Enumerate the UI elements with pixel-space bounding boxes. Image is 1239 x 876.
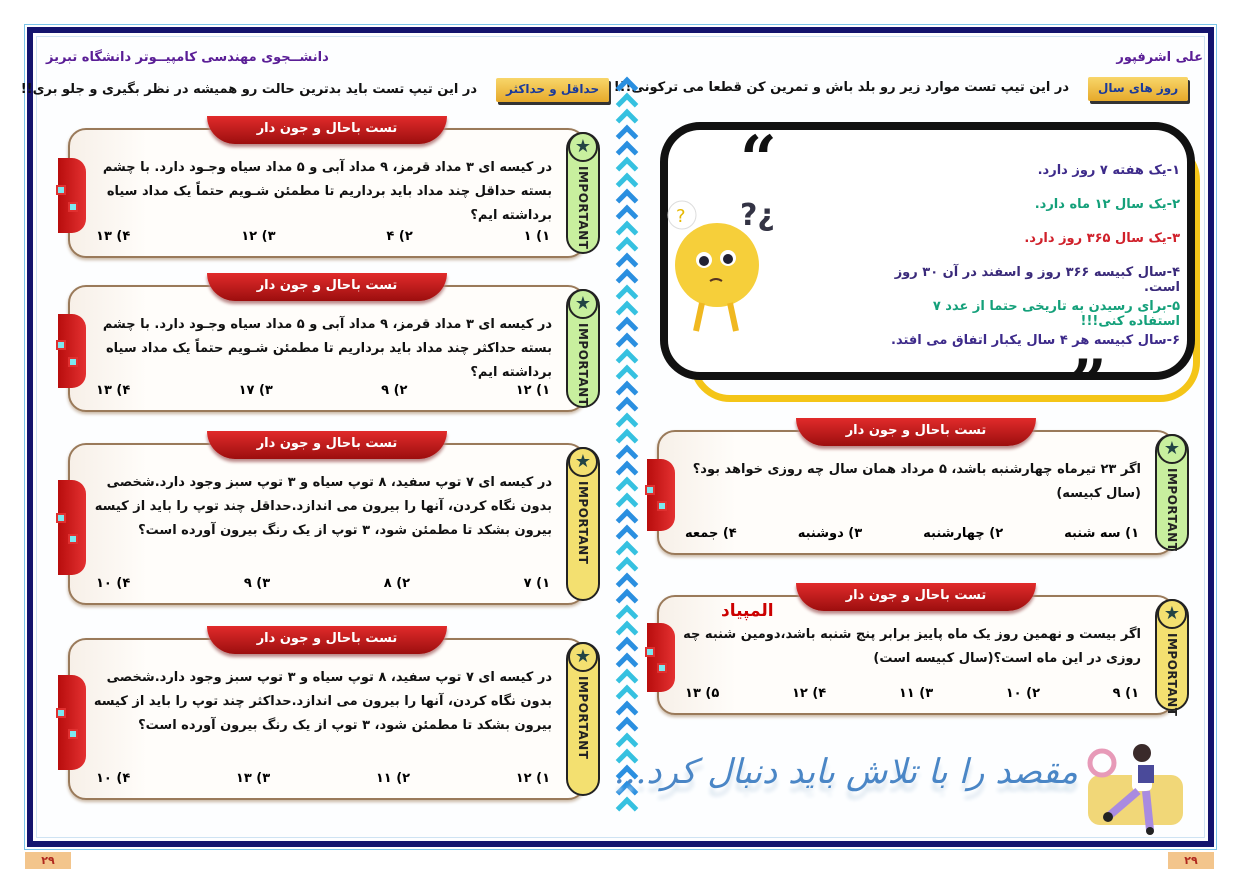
- answer-option[interactable]: ۴) ۱۰: [96, 576, 131, 591]
- answer-option[interactable]: ۱) ۱۲: [515, 771, 550, 786]
- important-label: IMPORTANT: [1165, 633, 1179, 717]
- facts-list: [880, 163, 1180, 367]
- fact-item: ۳-یک سال ۳۶۵ روز دارد.: [1024, 231, 1180, 246]
- square-decoration-icon: [68, 729, 78, 739]
- card-title: تست باحال و جون دار: [207, 431, 447, 459]
- answer-option[interactable]: ۴) ۱۳: [96, 229, 131, 244]
- star-icon: ★: [568, 642, 598, 672]
- card-title: تست باحال و جون دار: [207, 273, 447, 301]
- question-text: اگر بیست و نهمین روز یک ماه پاییز برابر پنج شنبه باشد،دومین شنبه چه روزی در این ماه است؟(سال کبیسه است): [683, 627, 1141, 666]
- square-decoration-icon: [68, 534, 78, 544]
- question-card: [68, 278, 592, 412]
- options-row: [96, 771, 550, 786]
- square-decoration-icon: [56, 513, 66, 523]
- thinking-mascot-icon: [662, 185, 782, 335]
- answer-option[interactable]: ۴) ۱۲: [791, 686, 827, 701]
- important-label: IMPORTANT: [576, 481, 590, 565]
- answer-option[interactable]: ۲) چهارشنبه: [923, 526, 1004, 541]
- answer-option[interactable]: ۳) ۱۲: [241, 229, 276, 244]
- star-icon: ★: [568, 289, 598, 319]
- left-section-intro: در این تیپ تست باید بدترین حالت رو همیشه در نظر بگیری و جلو بری!!: [20, 82, 477, 97]
- author-subtitle: دانشــجوی مهندسی کامپیــوتر دانشگاه تبریز: [46, 50, 329, 65]
- right-section-intro: در این تیپ تست موارد زیر رو بلد باش و تمرین کن قطعا می ترکونی!!!: [613, 80, 1069, 95]
- answer-option[interactable]: ۲) ۴: [386, 229, 413, 244]
- page-number-left: ۲۹: [25, 852, 71, 869]
- card-title: تست باحال و جون دار: [207, 116, 447, 144]
- answer-option[interactable]: ۳) ۱۳: [235, 771, 271, 786]
- answer-option[interactable]: ۳) ۱۷: [238, 383, 273, 398]
- options-row: [685, 686, 1139, 701]
- star-icon: ★: [568, 447, 598, 477]
- square-decoration-icon: [657, 501, 667, 511]
- fact-item: ۱-یک هفته ۷ روز دارد.: [1037, 163, 1180, 178]
- answer-option[interactable]: ۱) ۷: [523, 576, 550, 591]
- important-badge: [566, 132, 600, 254]
- important-label: IMPORTANT: [576, 676, 590, 760]
- answer-option[interactable]: ۴) ۱۰: [96, 771, 131, 786]
- answer-option[interactable]: ۲) ۹: [381, 383, 408, 398]
- svg-text:?¿: ?¿: [740, 198, 775, 233]
- card-title: تست باحال و جون دار: [796, 583, 1036, 611]
- square-decoration-icon: [645, 485, 655, 495]
- question-card: [68, 436, 592, 605]
- answer-option[interactable]: ۳) ۹: [243, 576, 271, 591]
- question-card: [68, 121, 592, 258]
- important-label: IMPORTANT: [576, 323, 590, 407]
- answer-option[interactable]: ۲) ۱۱: [375, 771, 411, 786]
- answer-option[interactable]: ۱) ۱: [523, 229, 550, 244]
- red-side-tab: [58, 314, 86, 388]
- fact-item: ۶-سال کبیسه هر ۴ سال یکبار اتفاق می افتد.: [891, 333, 1180, 348]
- star-icon: ★: [1157, 434, 1187, 464]
- chevron-divider: [614, 76, 640, 846]
- question-text: در کیسه ای ۳ مداد قرمز، ۹ مداد آبی و ۵ مداد سیاه وجـود دارد. با چشم بسته حداکثر چند مداد باید برداریم تا مطمئن شـویم حتماً یک مداد سیاه برداشته ایم؟: [102, 317, 552, 380]
- answer-option[interactable]: ۴) جمعه: [685, 526, 737, 541]
- options-row: [96, 383, 550, 398]
- red-side-tab: [58, 158, 86, 234]
- answer-option[interactable]: ۲) ۸: [383, 576, 411, 591]
- options-row: [96, 576, 550, 591]
- options-row: [685, 526, 1139, 541]
- answer-option[interactable]: ۳) ۱۱: [898, 686, 934, 701]
- question-text: اگر ۲۳ تیرماه چهارشنبه باشد، ۵ مرداد همان سال چه روزی خواهد بود؟(سال کبیسه): [692, 462, 1141, 501]
- question-text: در کیسه ای ۷ توپ سفید، ۸ توپ سیاه و ۳ توپ سبز وجود دارد.شخصی بدون نگاه کردن، آنها را بیرون می اندازد.حداکثر چند توپ را باید از کیسه بیرون بشکد تا مطمئن شود، ۳ توپ از یک رنگ بیرون آورده است؟: [93, 670, 552, 733]
- answer-option[interactable]: ۱) ۱۲: [515, 383, 550, 398]
- card-title: تست باحال و جون دار: [207, 626, 447, 654]
- question-card: [657, 588, 1181, 717]
- svg-text:?: ?: [676, 206, 686, 227]
- close-quote-icon: ”: [1070, 346, 1107, 421]
- important-badge: [566, 642, 600, 796]
- question-card: [68, 631, 592, 800]
- options-row: [96, 229, 550, 244]
- answer-option[interactable]: ۱) ۹: [1112, 686, 1139, 701]
- question-card: [657, 423, 1181, 555]
- reading-person-illustration-icon: [1080, 735, 1190, 835]
- author-name: علی اشرفپور: [1116, 50, 1203, 65]
- red-side-tab: [58, 480, 86, 575]
- important-badge: [566, 447, 600, 601]
- square-decoration-icon: [56, 340, 66, 350]
- important-label: IMPORTANT: [1165, 468, 1179, 552]
- answer-option[interactable]: ۴) ۱۳: [96, 383, 131, 398]
- left-section-tag: حداقل و حداکثر: [496, 78, 609, 102]
- answer-option[interactable]: ۲) ۱۰: [1005, 686, 1041, 701]
- important-label: IMPORTANT: [576, 166, 590, 250]
- card-title: تست باحال و جون دار: [796, 418, 1036, 446]
- square-decoration-icon: [56, 185, 66, 195]
- fact-item: ۴-سال کبیسه ۳۶۶ روز و اسفند در آن ۳۰ روز است.: [894, 265, 1180, 295]
- important-badge: [1155, 434, 1189, 551]
- red-side-tab: [647, 459, 675, 532]
- star-icon: ★: [1157, 599, 1187, 629]
- important-badge: [1155, 599, 1189, 717]
- square-decoration-icon: [68, 357, 78, 367]
- right-section-tag: روز های سال: [1088, 77, 1188, 101]
- open-quote-icon: “: [740, 122, 777, 197]
- red-side-tab: [58, 675, 86, 770]
- answer-option[interactable]: ۵) ۱۳: [685, 686, 720, 701]
- answer-option[interactable]: ۱) سه شنبه: [1064, 526, 1139, 541]
- motto-text: مقصد را با تلاش باید دنبال کرد...: [613, 752, 1078, 792]
- fact-item: ۲-یک سال ۱۲ ماه دارد.: [1034, 197, 1180, 212]
- chevron-up-icon: [616, 797, 639, 820]
- square-decoration-icon: [657, 663, 667, 673]
- square-decoration-icon: [56, 708, 66, 718]
- olympiad-label: المپیاد: [721, 601, 774, 621]
- fact-item: ۵-برای رسیدن به تاریخی حتما از عدد ۷ استفاده کنی!!!: [932, 299, 1180, 329]
- star-icon: ★: [568, 132, 598, 162]
- square-decoration-icon: [68, 202, 78, 212]
- square-decoration-icon: [645, 647, 655, 657]
- answer-option[interactable]: ۳) دوشنبه: [797, 526, 863, 541]
- question-text: در کیسه ای ۷ توپ سفید، ۸ توپ سیاه و ۳ توپ سبز وجود دارد.شخصی بدون نگاه کردن، آنها را بیرون می اندازد.حداقل چند توپ را باید از کیسه بیرون بشکد تا مطمئن شود، ۳ توپ از یک رنگ بیرون آورده است؟: [94, 475, 552, 538]
- important-badge: [566, 289, 600, 408]
- question-text: در کیسه ای ۳ مداد قرمز، ۹ مداد آبی و ۵ مداد سیاه وجـود دارد. با چشم بسته حداقل چند مداد باید برداریم تا مطمئن شـویم حتماً یک مداد سیاه برداشته ایم؟: [102, 160, 552, 223]
- page-number-right: ۲۹: [1168, 852, 1214, 869]
